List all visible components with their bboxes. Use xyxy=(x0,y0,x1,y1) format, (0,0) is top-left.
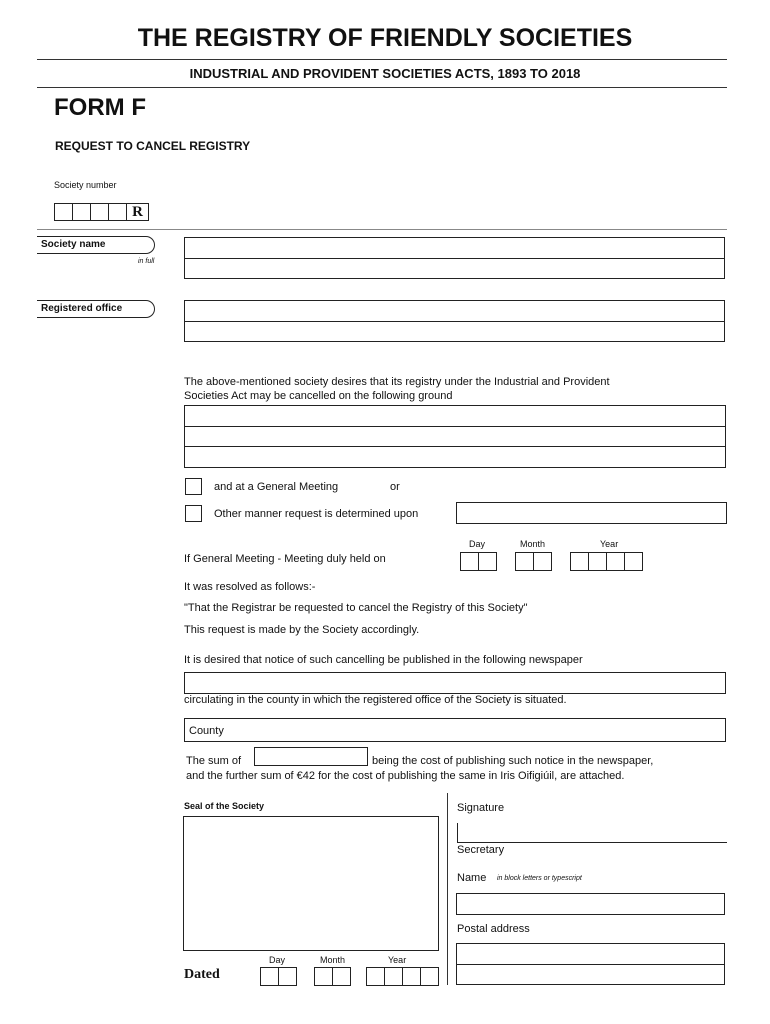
society-name-hint: in full xyxy=(138,258,155,265)
meeting-label: If General Meeting - Meeting duly held on xyxy=(184,553,386,565)
registered-office-label: Registered office xyxy=(41,303,123,314)
date-digit[interactable] xyxy=(570,552,589,571)
ground-input-2[interactable] xyxy=(184,426,726,447)
date-digit[interactable] xyxy=(420,967,439,986)
county-input[interactable] xyxy=(184,718,726,742)
society-number-digit[interactable] xyxy=(90,203,109,221)
other-manner-checkbox[interactable] xyxy=(185,505,202,522)
date-digit[interactable] xyxy=(402,967,421,986)
sum-line-2: and the further sum of €42 for the cost of publishing the same in Iris Oifigiúil, are attached. xyxy=(186,770,625,782)
society-number-digit[interactable] xyxy=(72,203,91,221)
name-label: Name xyxy=(457,872,487,884)
meeting-day-field[interactable] xyxy=(460,552,497,571)
resolution-line-2: "That the Registrar be requested to cancel the Registry of this Society" xyxy=(184,602,528,614)
header-rule-top xyxy=(37,59,727,60)
date-digit[interactable] xyxy=(606,552,625,571)
signature-separator xyxy=(447,793,448,985)
dated-day-field[interactable] xyxy=(260,967,297,986)
society-number-digit[interactable] xyxy=(54,203,73,221)
form-title: FORM F xyxy=(54,94,146,121)
form-subtitle: REQUEST TO CANCEL REGISTRY xyxy=(55,139,251,153)
ground-input-3[interactable] xyxy=(184,446,726,468)
date-digit[interactable] xyxy=(278,967,297,986)
postal-address-label: Postal address xyxy=(457,923,530,935)
meeting-month-field[interactable] xyxy=(515,552,552,571)
society-number-suffix: R xyxy=(126,203,149,221)
county-label: County xyxy=(189,725,224,737)
society-name-input-2[interactable] xyxy=(184,258,725,279)
sum-input[interactable] xyxy=(254,747,368,766)
date-digit[interactable] xyxy=(478,552,497,571)
meeting-year-field[interactable] xyxy=(570,552,643,571)
date-digit[interactable] xyxy=(260,967,279,986)
society-number-field[interactable] xyxy=(54,203,149,221)
sum-middle: being the cost of publishing such notice in the newspaper, xyxy=(372,755,654,767)
meeting-month-label: Month xyxy=(520,539,546,549)
registered-office-input-1[interactable] xyxy=(184,300,725,322)
signature-input[interactable] xyxy=(457,823,727,843)
date-digit[interactable] xyxy=(624,552,643,571)
date-digit[interactable] xyxy=(515,552,534,571)
newspaper-input[interactable] xyxy=(184,672,726,694)
secretary-label: Secretary xyxy=(457,844,505,856)
dated-month-field[interactable] xyxy=(314,967,351,986)
dated-month-label: Month xyxy=(320,955,346,965)
circulating-text: circulating in the county in which the registered office of the Society is situated. xyxy=(184,694,567,706)
header-rule-bottom xyxy=(37,87,727,88)
other-manner-label: Other manner request is determined upon xyxy=(214,508,419,520)
meeting-year-label: Year xyxy=(600,539,619,549)
date-digit[interactable] xyxy=(366,967,385,986)
society-name-input-1[interactable] xyxy=(184,237,725,259)
resolution-line-1: It was resolved as follows:- xyxy=(184,581,316,593)
or-label: or xyxy=(390,481,400,493)
newspaper-text: It is desired that notice of such cancelling be published in the following newspaper xyxy=(184,654,583,666)
general-meeting-label: and at a General Meeting xyxy=(214,481,339,493)
general-meeting-checkbox[interactable] xyxy=(185,478,202,495)
ground-text-1: The above-mentioned society desires that its registry under the Industrial and Provident xyxy=(184,376,610,388)
seal-box xyxy=(183,816,439,951)
date-digit[interactable] xyxy=(384,967,403,986)
dated-day-label: Day xyxy=(269,955,286,965)
sum-prefix: The sum of xyxy=(186,755,242,767)
dated-year-label: Year xyxy=(388,955,407,965)
registry-title: THE REGISTRY OF FRIENDLY SOCIETIES xyxy=(137,24,633,52)
other-manner-input[interactable] xyxy=(456,502,727,524)
society-name-label: Society name xyxy=(41,239,106,250)
date-digit[interactable] xyxy=(460,552,479,571)
name-input[interactable] xyxy=(456,893,725,915)
society-number-label: Society number xyxy=(54,180,117,190)
postal-address-input-2[interactable] xyxy=(456,964,725,985)
resolution-line-3: This request is made by the Society accordingly. xyxy=(184,624,420,636)
meeting-day-label: Day xyxy=(469,539,486,549)
section-divider xyxy=(37,229,727,230)
dated-label: Dated xyxy=(184,967,220,982)
ground-input-1[interactable] xyxy=(184,405,726,427)
acts-subtitle: INDUSTRIAL AND PROVIDENT SOCIETIES ACTS, 1893 TO 2018 xyxy=(189,66,581,81)
registered-office-input-2[interactable] xyxy=(184,321,725,342)
date-digit[interactable] xyxy=(588,552,607,571)
date-digit[interactable] xyxy=(533,552,552,571)
ground-text-2: Societies Act may be cancelled on the following ground xyxy=(184,390,453,402)
dated-year-field[interactable] xyxy=(366,967,439,986)
date-digit[interactable] xyxy=(332,967,351,986)
society-number-digit[interactable] xyxy=(108,203,127,221)
postal-address-input-1[interactable] xyxy=(456,943,725,965)
signature-label: Signature xyxy=(457,802,505,814)
name-hint: in block letters or typescript xyxy=(497,875,582,882)
seal-label: Seal of the Society xyxy=(184,801,265,811)
date-digit[interactable] xyxy=(314,967,333,986)
